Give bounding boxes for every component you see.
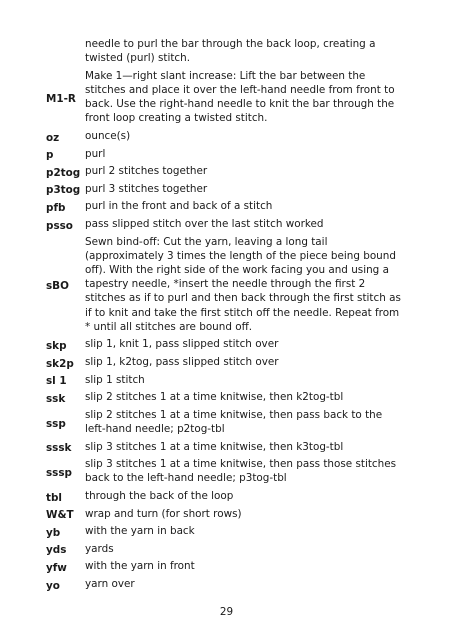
glossary-entry — [46, 164, 406, 182]
abbreviation-term — [46, 37, 85, 69]
glossary-entry — [46, 217, 406, 235]
abbreviation-term: sssp — [46, 466, 72, 479]
abbreviation-term: yfw — [46, 562, 67, 574]
abbreviation-term: p2tog — [46, 166, 81, 179]
abbreviation-definition: slip 3 stitches 1 at a time knitwise, then pass those stitches back to the left-hand needle; p3tog-tbl — [85, 458, 397, 485]
glossary-entry — [46, 37, 406, 69]
glossary-entry — [46, 147, 406, 165]
glossary-entry — [46, 355, 406, 373]
glossary-entry — [46, 235, 406, 338]
glossary-entry — [46, 408, 406, 440]
abbreviation-term: psso — [46, 219, 73, 232]
abbreviation-definition: pass slipped stitch over the last stitch worked — [85, 217, 324, 230]
glossary-entry — [46, 373, 406, 391]
abbreviations-list — [46, 37, 406, 595]
abbreviation-term: yb — [46, 526, 61, 539]
abbreviation-definition: slip 2 stitches 1 at a time knitwise, then k2tog-tbl — [85, 391, 344, 404]
abbreviation-definition: yarn over — [85, 577, 135, 590]
abbreviation-term: oz — [46, 131, 60, 144]
abbreviation-term: ssp — [46, 417, 66, 430]
glossary-entry — [46, 182, 406, 200]
abbreviation-definition: Sewn bind-off: Cut the yarn, leaving a long tail (approximately 3 times the length of the piece being bound off). With the right side of the work facing you and using a tapestry needle, *insert the needle through the first 2 stitches as if to purl and then back through the first stitch as if to knit and take the first stitch off the needle. Repeat from * until all stitches are bound off. — [85, 235, 401, 333]
abbreviation-definition: slip 1, knit 1, pass slipped stitch over — [85, 338, 279, 351]
abbreviation-term: sssk — [46, 442, 72, 455]
abbreviation-term: W&T — [46, 509, 74, 522]
abbreviation-definition: with the yarn in back — [85, 525, 195, 538]
glossary-entry — [46, 337, 406, 355]
abbreviation-term: sk2p — [46, 357, 74, 370]
abbreviation-term: yo — [46, 579, 60, 592]
abbreviation-term: ssk — [46, 392, 66, 405]
glossary-entry — [46, 440, 406, 458]
glossary-entry — [46, 489, 406, 507]
abbreviation-definition: wrap and turn (for short rows) — [85, 507, 242, 520]
glossary-entry — [46, 69, 406, 129]
glossary-entry — [46, 129, 406, 147]
abbreviation-term: sBO — [46, 279, 69, 292]
abbreviation-definition: purl in the front and back of a stitch — [85, 200, 273, 213]
abbreviation-term: sl 1 — [46, 375, 67, 388]
abbreviation-definition: needle to purl the bar through the back loop, creating a twisted (purl) stitch. — [85, 38, 376, 65]
abbreviation-definition: slip 1 stitch — [85, 373, 145, 386]
glossary-entry — [46, 542, 406, 560]
abbreviation-term: tbl — [46, 491, 62, 504]
abbreviation-definition: Make 1—right slant increase: Lift the bar between the stitches and place it over the left-hand needle from front to back. Use the right-hand needle to knit the bar through the front loop creating a twisted stitch. — [85, 69, 395, 125]
glossary-entry — [46, 524, 406, 542]
abbreviation-term: pfb — [46, 202, 66, 215]
abbreviation-definition: slip 2 stitches 1 at a time knitwise, then pass back to the left-hand needle; p2tog-tbl — [85, 408, 383, 435]
glossary-entry — [46, 507, 406, 525]
abbreviation-definition: slip 3 stitches 1 at a time knitwise, then k3tog-tbl — [85, 440, 344, 453]
abbreviation-definition: purl 3 stitches together — [85, 182, 208, 195]
abbreviation-definition: purl — [85, 147, 106, 160]
glossary-entry — [46, 457, 406, 489]
abbreviation-term: M1-R — [46, 92, 76, 105]
abbreviation-definition: through the back of the loop — [85, 489, 234, 502]
glossary-entry — [46, 199, 406, 217]
glossary-entry — [46, 577, 406, 595]
abbreviation-term: skp — [46, 340, 67, 353]
abbreviations-table — [46, 37, 406, 595]
abbreviation-term: yds — [46, 544, 67, 557]
abbreviation-definition: purl 2 stitches together — [85, 165, 208, 178]
abbreviation-definition: with the yarn in front — [85, 560, 195, 573]
abbreviation-term: p — [46, 149, 54, 162]
glossary-entry — [46, 559, 406, 577]
page-number: 29 — [219, 606, 234, 618]
glossary-entry — [46, 390, 406, 408]
abbreviation-definition: yards — [85, 542, 114, 555]
abbreviation-definition: ounce(s) — [85, 130, 131, 142]
abbreviation-definition: slip 1, k2tog, pass slipped stitch over — [85, 355, 279, 368]
abbreviation-term: p3tog — [46, 184, 81, 197]
